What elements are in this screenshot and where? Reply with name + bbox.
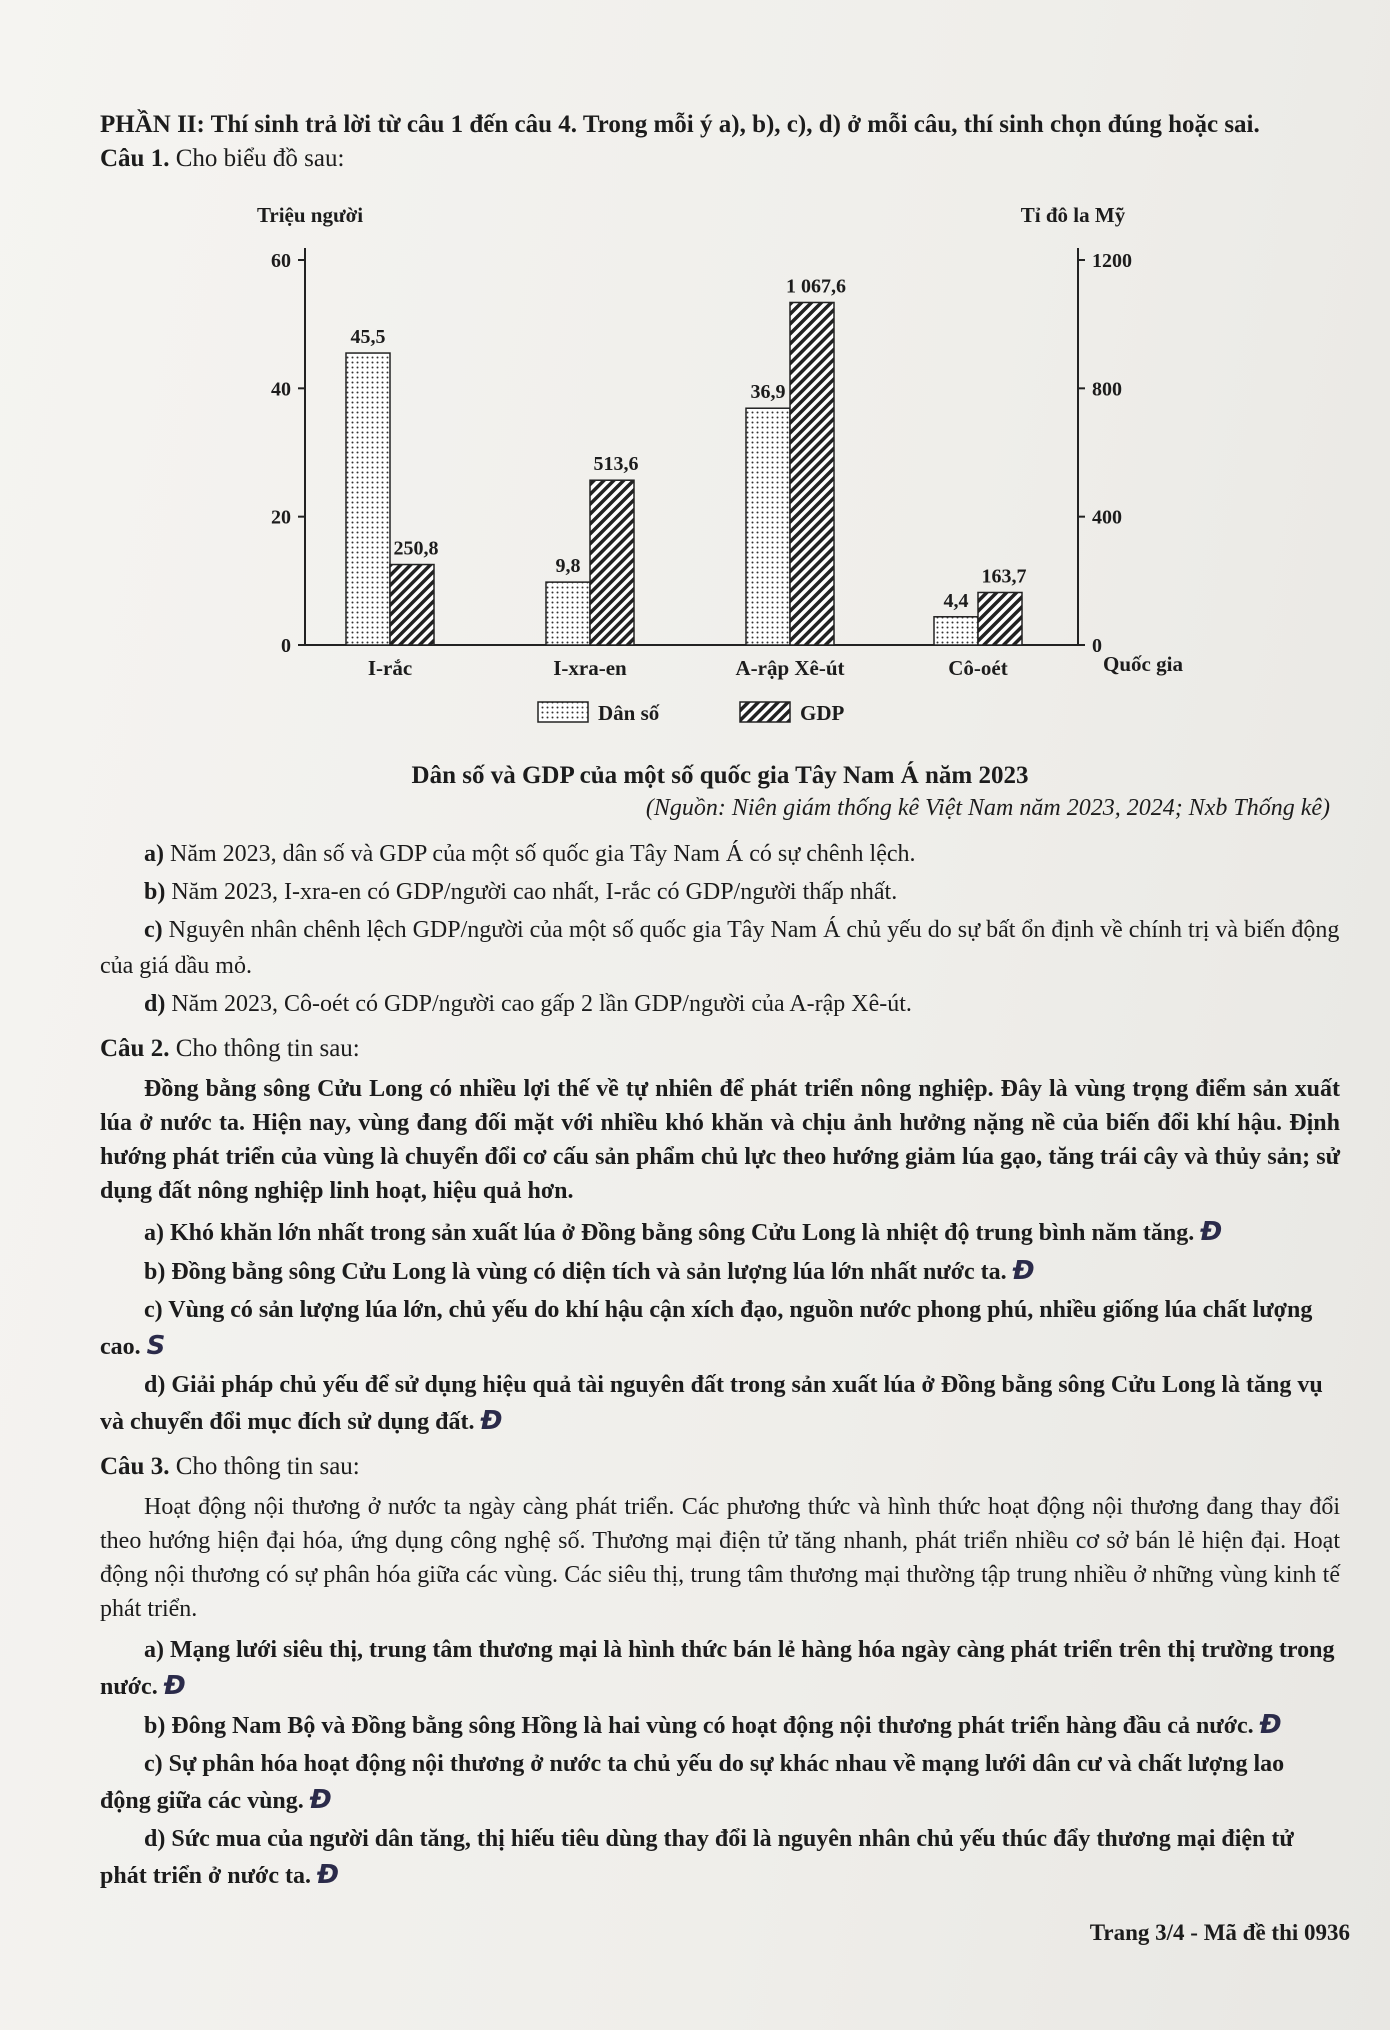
left-tick-label: 20	[271, 506, 291, 529]
population-value-label: 9,8	[555, 555, 581, 578]
chart-source: (Nguồn: Niên giám thống kê Việt Nam năm 2023, 2024; Nxb Thống kê)	[645, 795, 1330, 821]
left-tick-label: 40	[271, 378, 291, 401]
q1-statement-b: b) Năm 2023, I-xra-en có GDP/người cao nhất, I-rắc có GDP/người thấp nhất.	[144, 879, 898, 905]
left-tick-label: 60	[271, 250, 291, 272]
q1-number: Câu 1.	[100, 145, 170, 172]
part2-heading: PHẦN II: Thí sinh trả lời từ câu 1 đến câu 4. Trong mỗi ý a), b), c), d) ở mỗi câu, thí sinh chọn đúng hoặc sai.	[100, 111, 1260, 138]
handwritten-mark: Đ	[309, 1785, 332, 1815]
population-gdp-chart	[100, 180, 1340, 760]
q2-number: Câu 2.	[100, 1035, 170, 1062]
gdp-bar	[590, 480, 634, 645]
legend-gdp-label: GDP	[800, 701, 845, 725]
chart-caption: Dân số và GDP của một số quốc gia Tây Nam Á năm 2023	[411, 762, 1029, 789]
legend-population-label: Dân số	[598, 701, 660, 725]
gdp-bar	[390, 565, 434, 645]
q3-statement-b: b) Đông Nam Bộ và Đồng bằng sông Hồng là hai vùng có hoạt động nội thương phát triển hàng đầu cả nước. Đ	[144, 1710, 1282, 1740]
handwritten-mark: S	[146, 1331, 166, 1361]
q3-paragraph: Hoạt động nội thương ở nước ta ngày càng phát triển. Các phương thức và hình thức hoạt động nội thương đang thay đổi theo hướng hiện đại hóa, ứng dụng công nghệ số. Thương mại điện tử tăng nhanh, phát triển nhiều cơ sở bán lẻ hiện đại. Hoạt động nội thương có sự phân hóa giữa các vùng. Các siêu thị, trung tâm thương mại thường tập trung nhiều ở những vùng kinh tế phát triển.	[100, 1494, 1340, 1622]
q1-prompt: Cho biểu đồ sau:	[175, 145, 345, 172]
q1-statements	[100, 836, 1340, 1022]
population-bar	[934, 617, 978, 645]
q3-prompt: Cho thông tin sau:	[175, 1453, 360, 1480]
population-bar	[746, 408, 790, 645]
q3-statement-c: c) Sự phân hóa hoạt động nội thương ở nước ta chủ yếu do sự khác nhau về mạng lưới dân cư và chất lượng lao động giữa các vùng. Đ	[100, 1751, 1285, 1815]
category-label: I-rắc	[367, 656, 413, 680]
right-tick-label: 0	[1092, 635, 1102, 657]
q3-statement-d: d) Sức mua của người dân tăng, thị hiếu tiêu dùng thay đổi là nguyên nhân chủ yếu thúc đẩy thương mại điện tử phát triển ở nước ta. Đ	[100, 1826, 1294, 1890]
left-axis-title: Triệu người	[256, 203, 364, 227]
q3-statement-a: a) Mạng lưới siêu thị, trung tâm thương mại là hình thức bán lẻ hàng hóa ngày càng phát triển trên thị trường trong nước. Đ	[100, 1637, 1335, 1701]
q2-statement-a: a) Khó khăn lớn nhất trong sản xuất lúa ở Đồng bằng sông Cửu Long là nhiệt độ trung bình năm tăng. Đ	[144, 1217, 1223, 1247]
handwritten-mark: Đ	[1012, 1256, 1035, 1286]
population-bar	[546, 582, 590, 645]
handwritten-mark: Đ	[1259, 1710, 1282, 1740]
population-value-label: 4,4	[943, 589, 969, 612]
legend-gdp-swatch	[740, 702, 790, 722]
q1-statement-c: c) Nguyên nhân chênh lệch GDP/người của một số quốc gia Tây Nam Á chủ yếu do sự bất ổn định về chính trị và biến động của giá dầu mỏ.	[100, 917, 1340, 979]
category-label: I-xra-en	[553, 656, 627, 680]
right-tick-label: 1200	[1092, 250, 1132, 272]
chart-svg	[100, 180, 1340, 760]
q2-title	[100, 1032, 1340, 1066]
category-label: A-rập Xê-út	[735, 656, 845, 680]
category-label: Cô-oét	[948, 656, 1008, 680]
gdp-value-label: 513,6	[593, 453, 639, 476]
page-content	[100, 108, 1340, 1896]
gdp-bar	[790, 302, 834, 645]
q2-paragraph: Đồng bằng sông Cửu Long có nhiều lợi thế về tự nhiên để phát triển nông nghiệp. Đây là vùng trọng điểm sản xuất lúa ở nước ta. Hiện nay, vùng đang đối mặt với nhiều khó khăn và chịu ảnh hưởng nặng nề của biến đổi khí hậu. Định hướng phát triển của vùng là chuyển đổi cơ cấu sản phẩm chủ lực theo hướng giảm lúa gạo, tăng trái cây và thủy sản; sử dụng đất nông nghiệp linh hoạt, hiệu quả hơn.	[100, 1076, 1340, 1204]
page-footer: Trang 3/4 - Mã đề thi 0936	[1089, 1920, 1350, 1945]
left-tick-label: 0	[281, 635, 291, 657]
population-bar	[346, 353, 390, 645]
q3-title	[100, 1450, 1340, 1484]
right-tick-label: 400	[1092, 506, 1122, 529]
x-axis-title: Quốc gia	[1103, 652, 1183, 676]
right-tick-label: 800	[1092, 378, 1122, 401]
gdp-value-label: 1 067,6	[786, 275, 846, 298]
handwritten-mark: Đ	[1200, 1217, 1223, 1247]
q1-statement-a: a) Năm 2023, dân số và GDP của một số quốc gia Tây Nam Á có sự chênh lệch.	[144, 841, 916, 867]
handwritten-mark: Đ	[163, 1671, 186, 1701]
q2-prompt: Cho thông tin sau:	[175, 1035, 360, 1062]
q1-statement-d: d) Năm 2023, Cô-oét có GDP/người cao gấp 2 lần GDP/người của A-rập Xê-út.	[144, 991, 912, 1017]
right-axis-title: Tỉ đô la Mỹ	[1020, 203, 1126, 227]
q2-statement-d: d) Giải pháp chủ yếu để sử dụng hiệu quả tài nguyên đất trong sản xuất lúa ở Đồng bằng sông Cửu Long là tăng vụ và chuyển đổi mục đích sử dụng đất. Đ	[100, 1372, 1323, 1436]
gdp-value-label: 163,7	[981, 565, 1027, 588]
gdp-bar	[978, 592, 1022, 645]
q1-title	[100, 142, 1340, 176]
handwritten-mark: Đ	[316, 1860, 339, 1890]
q3-number: Câu 3.	[100, 1453, 170, 1480]
population-value-label: 36,9	[750, 381, 786, 404]
handwritten-mark: Đ	[480, 1406, 503, 1436]
population-value-label: 45,5	[350, 326, 386, 349]
legend-population-swatch	[538, 702, 588, 722]
q2-statement-c: c) Vùng có sản lượng lúa lớn, chủ yếu do khí hậu cận xích đạo, nguồn nước phong phú, nhiều giống lúa chất lượng cao. S	[100, 1297, 1313, 1361]
gdp-value-label: 250,8	[393, 537, 439, 560]
q2-statement-b: b) Đồng bằng sông Cửu Long là vùng có diện tích và sản lượng lúa lớn nhất nước ta. Đ	[144, 1256, 1035, 1286]
